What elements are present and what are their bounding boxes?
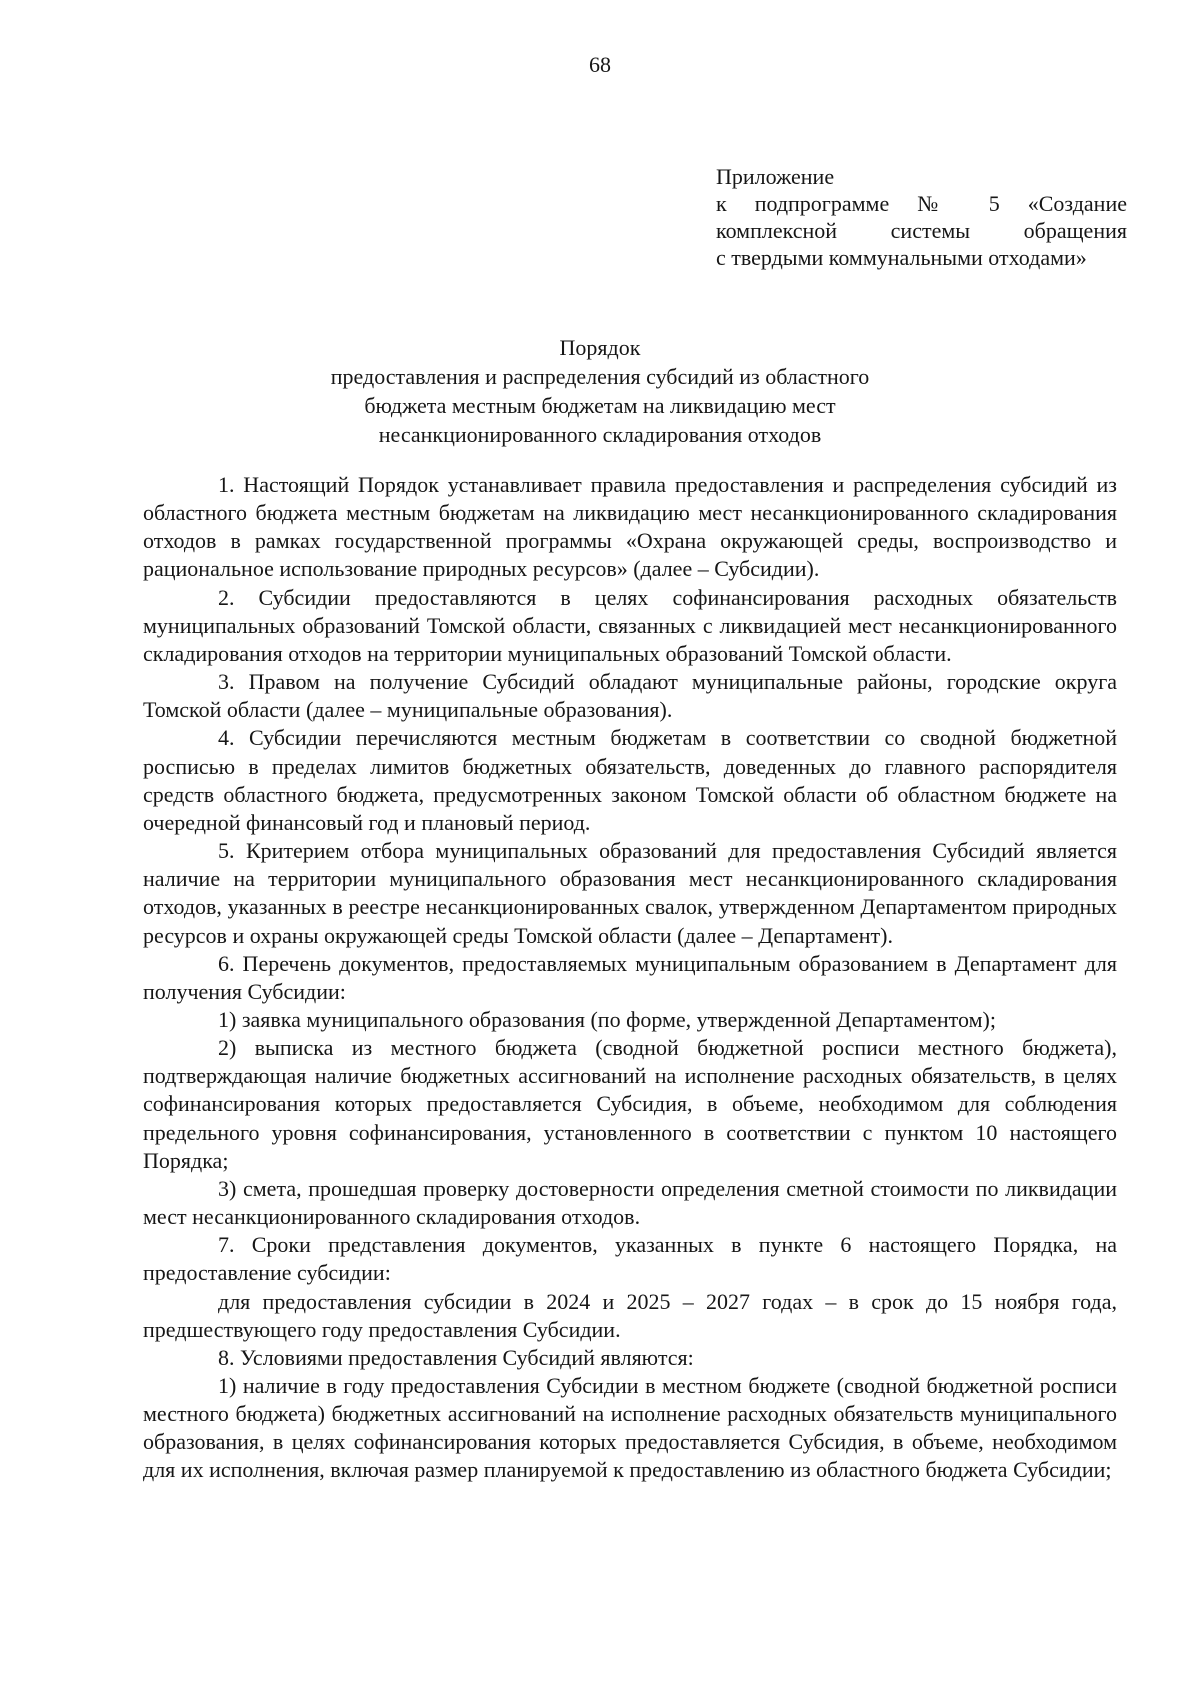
paragraph: 3) смета, прошедшая проверку достоверности определения сметной стоимости по ликвидации мест несанкционированного складирования отходов. <box>143 1175 1117 1230</box>
paragraph: 8. Условиями предоставления Субсидий являются: <box>218 1344 694 1370</box>
document-body <box>143 471 1117 1485</box>
paragraph: 1) наличие в году предоставления Субсидии в местном бюджете (сводной бюджетной росписи местного бюджета) бюджетных ассигнований на исполнение расходных обязательств муниципального образования, в целях софинансирования которых предоставляется Субсидия, в объеме, необходимом для их исполнения, включая размер планируемой к предоставлению из областного бюджета Субсидии; <box>143 1373 1117 1483</box>
paragraph: 3. Правом на получение Субсидий обладают муниципальные районы, городские округа Томской области (далее – муниципальные образования). <box>143 669 1117 723</box>
appendix-header <box>716 163 1127 271</box>
paragraph: 2. Субсидии предоставляются в целях софинансирования расходных обязательств муниципальных образований Томской области, связанных с ликвидацией мест несанкционированного складирования отходов на территории муниципальных образований Томской области. <box>143 584 1117 666</box>
paragraph: 6. Перечень документов, предоставляемых муниципальным образованием в Департамент для получения Субсидии: <box>143 950 1117 1004</box>
paragraph: 1) заявка муниципального образования (по форме, утвержденной Департаментом); <box>218 1006 996 1032</box>
appendix-line: Приложение <box>716 164 835 189</box>
paragraph: 4. Субсидии перечисляются местным бюджетам в соответствии со сводной бюджетной росписью в пределах лимитов бюджетных обязательств, доведенных до главного распорядителя средств областного бюджета, предусмотренных законом Томской области об областном бюджете на очередной финансовый год и плановый период. <box>143 725 1117 835</box>
title-line: несанкционированного складирования отходов <box>378 422 822 447</box>
page-number: 68 <box>589 52 611 77</box>
paragraph: 5. Критерием отбора муниципальных образований для предоставления Субсидий является наличие на территории муниципального образования мест несанкционированного складирования отходов, указанных в реестре несанкционированных свалок, утвержденном Департаментом природных ресурсов и охраны окружающей среды Томской области (далее – Департамент). <box>143 838 1117 948</box>
appendix-line: к подпрограмме № 5 «Создание <box>716 191 1127 216</box>
appendix-line: с твердыми коммунальными отходами» <box>716 245 1087 270</box>
appendix-line: комплексной системы обращения <box>716 218 1127 243</box>
document-title <box>0 333 1200 449</box>
title-line: предоставления и распределения субсидий из областного <box>330 364 870 389</box>
paragraph: для предоставления субсидии в 2024 и 2025 – 2027 годах – в срок до 15 ноября года, предшествующего году предоставления Субсидии. <box>143 1288 1117 1342</box>
paragraph: 1. Настоящий Порядок устанавливает правила предоставления и распределения субсидий из областного бюджета местным бюджетам на ликвидацию мест несанкционированного складирования отходов в рамках государственной программы «Охрана окружающей среды, воспроизводство и рациональное использование природных ресурсов» (далее – Субсидии). <box>143 472 1117 582</box>
title-line: Порядок <box>559 335 641 360</box>
paragraph: 7. Сроки представления документов, указанных в пункте 6 настоящего Порядка, на предоставление субсидии: <box>143 1232 1117 1286</box>
title-line: бюджета местным бюджетам на ликвидацию мест <box>364 393 836 418</box>
paragraph: 2) выписка из местного бюджета (сводной бюджетной росписи местного бюджета), подтверждающая наличие бюджетных ассигнований на исполнение расходных обязательств, в целях софинансирования которых предоставляется Субсидия, в объеме, необходимом для соблюдения предельного уровня софинансирования, установленного в соответствии с пунктом 10 настоящего Порядка; <box>143 1035 1117 1173</box>
